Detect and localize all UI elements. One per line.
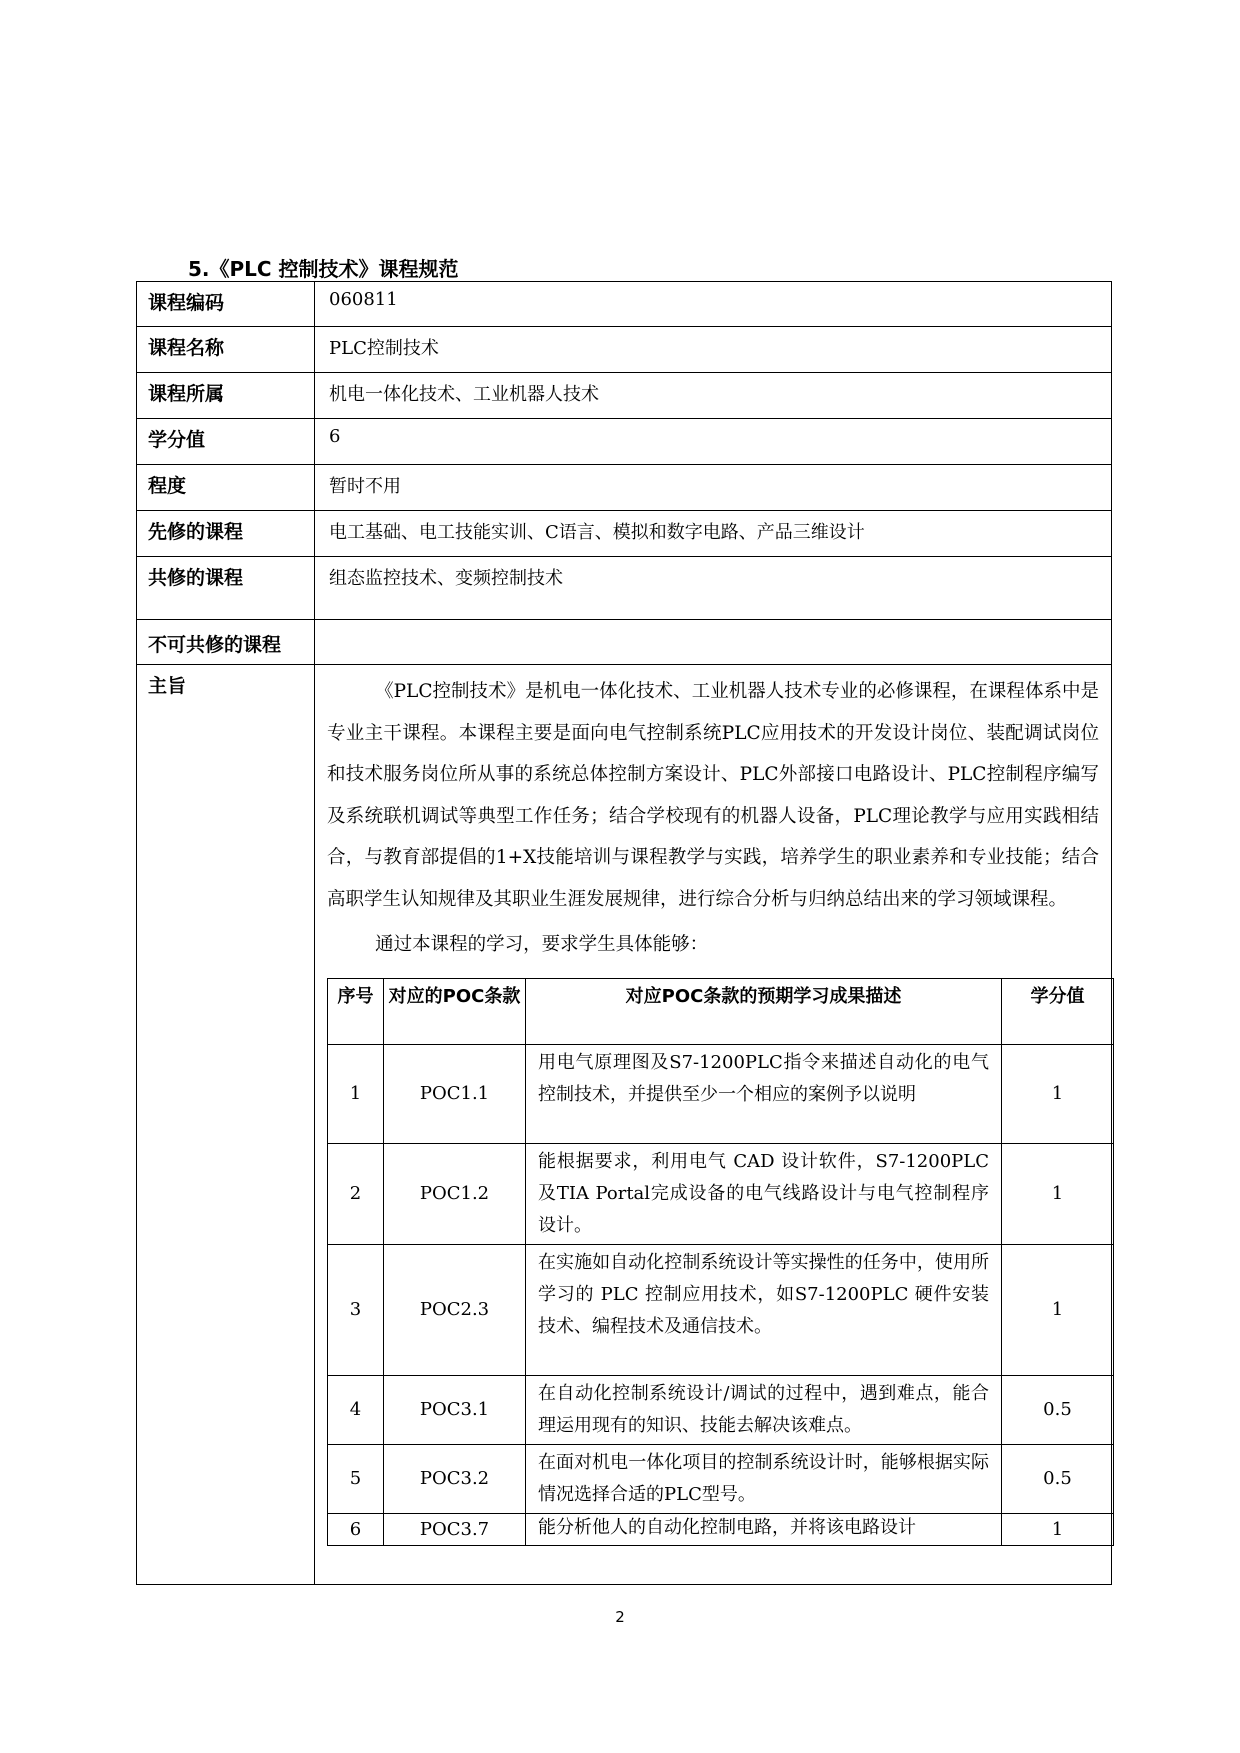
row-aim bbox=[137, 665, 1112, 1585]
row-course-name bbox=[137, 327, 1112, 373]
aim-text bbox=[315, 665, 1111, 966]
poc-credit: 1 bbox=[1002, 1244, 1114, 1375]
label-aim: 主旨 bbox=[137, 665, 315, 1585]
label-level: 程度 bbox=[137, 465, 315, 511]
poc-credit: 0.5 bbox=[1002, 1375, 1114, 1444]
poc-desc: 在面对机电一体化项目的控制系统设计时，能够根据实际情况选择合适的PLC型号。 bbox=[526, 1444, 1002, 1513]
poc-no: 4 bbox=[328, 1375, 384, 1444]
row-course-code bbox=[137, 282, 1112, 327]
poc-desc: 用电气原理图及S7-1200PLC指令来描述自动化的电气控制技术，并提供至少一个相应的案例予以说明 bbox=[526, 1044, 1002, 1143]
poc-table bbox=[327, 978, 1114, 1546]
header-poc: 对应的POC条款 bbox=[384, 978, 526, 1044]
table-row bbox=[328, 1143, 1114, 1244]
header-desc: 对应POC条款的预期学习成果描述 bbox=[526, 978, 1002, 1044]
poc-desc: 能根据要求，利用电气 CAD 设计软件，S7-1200PLC及TIA Portal完成设备的电气线路设计与电气控制程序设计。 bbox=[526, 1143, 1002, 1244]
header-credit: 学分值 bbox=[1002, 978, 1114, 1044]
label-credits: 学分值 bbox=[137, 419, 315, 465]
table-row bbox=[328, 1244, 1114, 1375]
poc-code: POC3.1 bbox=[384, 1375, 526, 1444]
table-row bbox=[328, 1044, 1114, 1143]
row-course-affiliation bbox=[137, 373, 1112, 419]
table-row bbox=[328, 1513, 1114, 1545]
row-credits bbox=[137, 419, 1112, 465]
table-row bbox=[328, 1444, 1114, 1513]
label-course-code: 课程编码 bbox=[137, 282, 315, 327]
value-credits: 6 bbox=[315, 419, 1112, 465]
poc-no: 2 bbox=[328, 1143, 384, 1244]
poc-no: 3 bbox=[328, 1244, 384, 1375]
row-prerequisites bbox=[137, 511, 1112, 557]
poc-desc: 在自动化控制系统设计/调试的过程中，遇到难点，能合理运用现有的知识、技能去解决该难点。 bbox=[526, 1375, 1002, 1444]
poc-no: 5 bbox=[328, 1444, 384, 1513]
poc-no: 6 bbox=[328, 1513, 384, 1545]
row-exclusions bbox=[137, 620, 1112, 665]
section-heading: 5.《PLC 控制技术》课程规范 bbox=[188, 257, 459, 281]
poc-credit: 1 bbox=[1002, 1143, 1114, 1244]
value-corequisites: 组态监控技术、变频控制技术 bbox=[315, 557, 1112, 620]
poc-credit: 1 bbox=[1002, 1044, 1114, 1143]
page-number: 2 bbox=[615, 1608, 625, 1626]
label-prerequisites: 先修的课程 bbox=[137, 511, 315, 557]
value-course-code: 060811 bbox=[315, 282, 1112, 327]
value-exclusions bbox=[315, 620, 1112, 665]
course-spec-table bbox=[136, 281, 1112, 1585]
aim-intro: 通过本课程的学习，要求学生具体能够： bbox=[375, 934, 709, 955]
poc-code: POC1.2 bbox=[384, 1143, 526, 1244]
value-prerequisites: 电工基础、电工技能实训、C语言、模拟和数字电路、产品三维设计 bbox=[315, 511, 1112, 557]
poc-code: POC3.7 bbox=[384, 1513, 526, 1545]
label-course-name: 课程名称 bbox=[137, 327, 315, 373]
value-course-affiliation: 机电一体化技术、工业机器人技术 bbox=[315, 373, 1112, 419]
aim-cell bbox=[315, 665, 1112, 1585]
table-row bbox=[328, 1375, 1114, 1444]
row-level bbox=[137, 465, 1112, 511]
poc-no: 1 bbox=[328, 1044, 384, 1143]
poc-code: POC2.3 bbox=[384, 1244, 526, 1375]
poc-desc: 能分析他人的自动化控制电路，并将该电路设计 bbox=[526, 1513, 1002, 1545]
aim-paragraph: 《PLC控制技术》是机电一体化技术、工业机器人技术专业的必修课程，在课程体系中是专业主干课程。本课程主要是面向电气控制系统PLC应用技术的开发设计岗位、装配调试岗位和技术服务岗位所从事的系统总体控制方案设计、PLC外部接口电路设计、PLC控制程序编写及系统联机调试等典型工作任务；结合学校现有的机器人设备，PLC理论教学与应用实践相结合，与教育部提倡的1+X技能培训与课程教学与实践，培养学生的职业素养和专业技能；结合高职学生认知规律及其职业生涯发展规律，进行综合分析与归纳总结出来的学习领域课程。 bbox=[327, 681, 1099, 910]
header-no: 序号 bbox=[328, 978, 384, 1044]
poc-credit: 1 bbox=[1002, 1513, 1114, 1545]
poc-credit: 0.5 bbox=[1002, 1444, 1114, 1513]
label-exclusions: 不可共修的课程 bbox=[137, 620, 315, 665]
poc-code: POC1.1 bbox=[384, 1044, 526, 1143]
poc-header-row bbox=[328, 978, 1114, 1044]
value-level: 暂时不用 bbox=[315, 465, 1112, 511]
poc-code: POC3.2 bbox=[384, 1444, 526, 1513]
label-corequisites: 共修的课程 bbox=[137, 557, 315, 620]
label-course-affiliation: 课程所属 bbox=[137, 373, 315, 419]
poc-desc: 在实施如自动化控制系统设计等实操性的任务中，使用所学习的 PLC 控制应用技术，如S7-1200PLC 硬件安装技术、编程技术及通信技术。 bbox=[526, 1244, 1002, 1375]
row-corequisites bbox=[137, 557, 1112, 620]
value-course-name: PLC控制技术 bbox=[315, 327, 1112, 373]
